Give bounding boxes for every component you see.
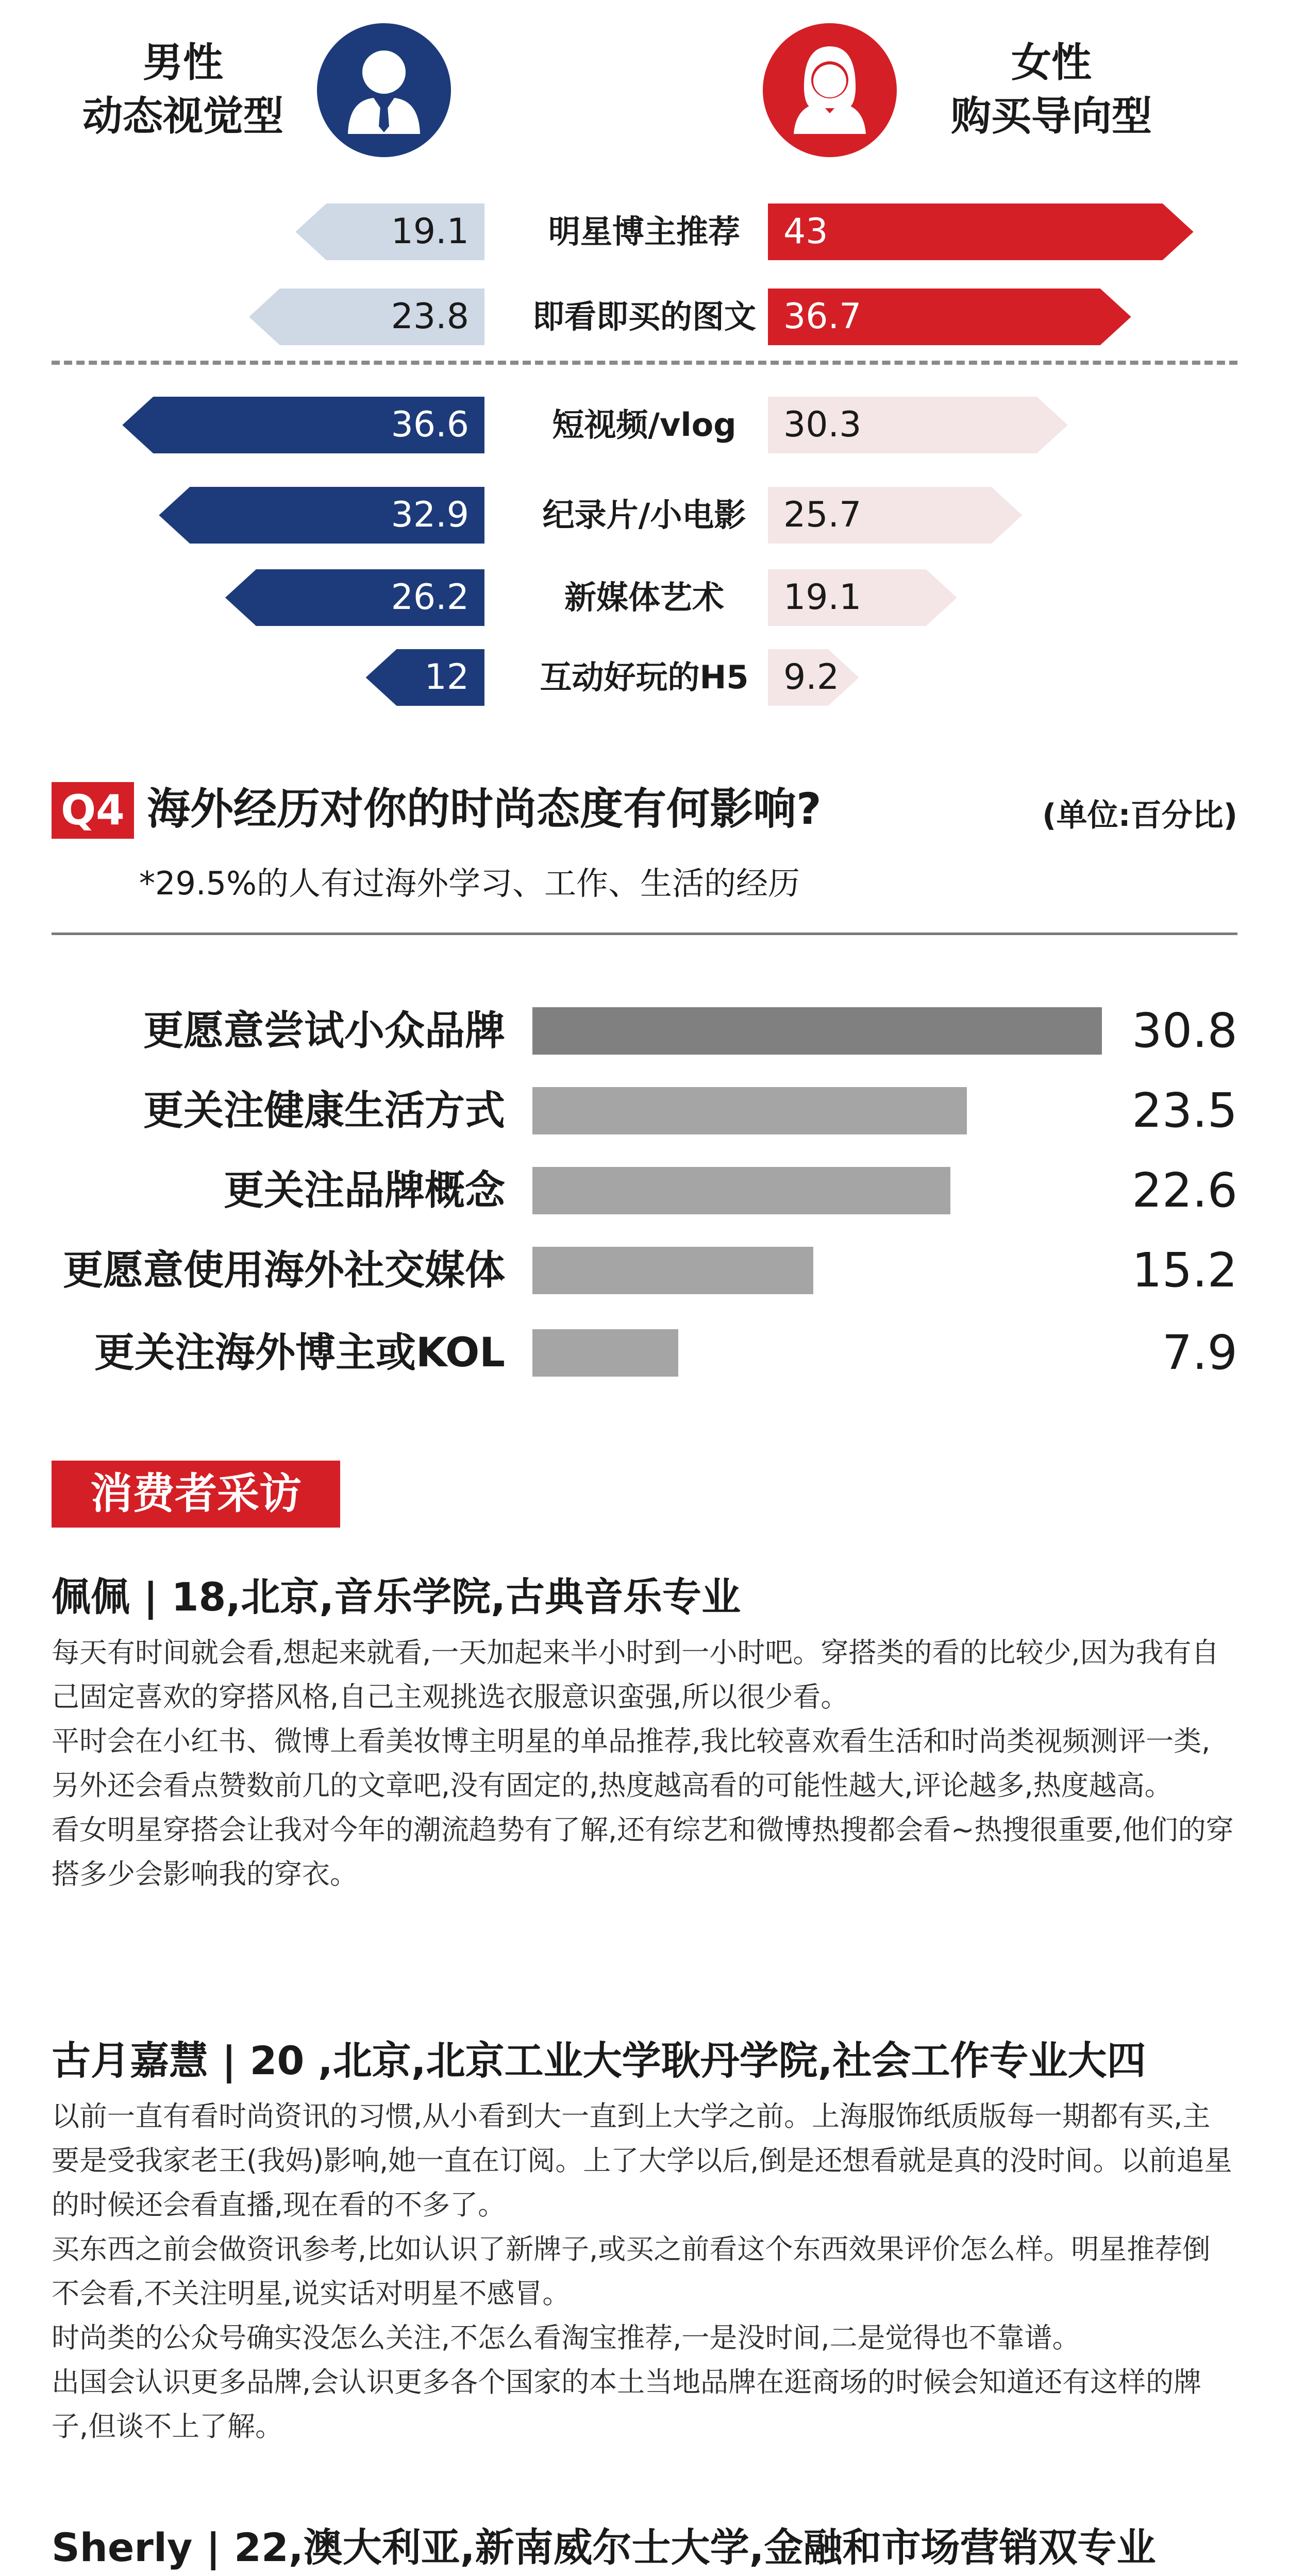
interviewee-heading: Sherly | 22,澳大利亚,新南威尔士大学,金融和市场营销双专业 <box>52 2524 1156 2570</box>
divider-dashed <box>52 361 1237 365</box>
comparison-label: 互动好玩的H5 <box>540 658 749 696</box>
bar-category-label: 更关注品牌概念 <box>223 1167 505 1214</box>
male-title <box>72 36 294 143</box>
bar-value-label: 15.2 <box>1132 1243 1237 1298</box>
interview-paragraph: 看女明星穿搭会让我对今年的潮流趋势有了解,还有综艺和微博热搜都会看~热搜很重要,他们的穿搭多少会影响我的穿衣。 <box>52 1814 1234 1890</box>
comparison-label: 明星博主推荐 <box>548 213 740 250</box>
female-title <box>923 36 1180 143</box>
q4-title: 海外经历对你的时尚态度有何影响? <box>147 784 822 834</box>
interview-paragraph: 买东西之前会做资讯参考,比如认识了新牌子,或买之前看这个东西效果评价怎么样。明星推荐倒不会看,不关注明星,说实话对明星不感冒。 <box>52 2233 1211 2310</box>
male-value: 23.8 <box>391 296 469 337</box>
female-value: 30.3 <box>783 404 862 445</box>
male-title-line2: 动态视觉型 <box>82 93 283 140</box>
bar <box>532 1167 950 1214</box>
comparison-label: 纪录片/小电影 <box>542 496 746 534</box>
bar-value-label: 23.5 <box>1132 1083 1237 1138</box>
interview-paragraph: 每天有时间就会看,想起来就看,一天加起来半小时到一小时吧。穿搭类的看的比较少,因为我有自己固定喜欢的穿搭风格,自己主观挑选衣服意识蛮强,所以很少看。 <box>52 1636 1219 1713</box>
bar-category-label: 更关注海外博主或KOL <box>94 1330 505 1376</box>
interviewee-text <box>52 1631 1237 1896</box>
interviewee-heading: 佩佩 | 18,北京,音乐学院,古典音乐专业 <box>52 1574 741 1620</box>
male-title-line1: 男性 <box>142 40 223 86</box>
male-value: 26.2 <box>391 577 469 618</box>
interview-paragraph: 平时会在小红书、微博上看美妆博主明星的单品推荐,我比较喜欢看生活和时尚类视频测评一类,另外还会看点赞数前几的文章吧,没有固定的,热度越高看的可能性越大,评论越多,热度越高。 <box>52 1725 1211 1802</box>
female-value: 43 <box>783 211 828 252</box>
bar-category-label: 更愿意使用海外社交媒体 <box>62 1247 505 1294</box>
bar <box>532 1087 967 1134</box>
female-title-line2: 购买导向型 <box>950 93 1152 140</box>
q4-rule <box>52 933 1237 935</box>
bar-category-label: 更关注健康生活方式 <box>143 1088 505 1134</box>
interview-paragraph: 以前一直有看时尚资讯的习惯,从小看到大一直到上大学之前。上海服饰纸质版每一期都有买,主要是受我家老王(我妈)影响,她一直在订阅。上了大学以后,倒是还想看就是真的没时间。以前追星的时候还会看直播,现在看的不多了。 <box>52 2100 1232 2221</box>
section-title-badge: 消费者采访 <box>52 1461 340 1528</box>
male-value: 36.6 <box>391 404 469 445</box>
bar-value-label: 7.9 <box>1162 1325 1237 1380</box>
female-value: 36.7 <box>783 296 862 337</box>
interview-paragraph: 时尚类的公众号确实没怎么关注,不怎么看淘宝推荐,一是没时间,二是觉得也不靠谱。 <box>52 2321 1080 2354</box>
bar <box>532 1247 813 1294</box>
bar-value-label: 22.6 <box>1132 1163 1237 1218</box>
interview-paragraph: 出国会认识更多品牌,会认识更多各个国家的本土当地品牌在逛商场的时候会知道还有这样的牌子,但谈不上了解。 <box>52 2366 1202 2443</box>
male-value: 32.9 <box>391 495 469 535</box>
interviewee-text <box>52 2094 1237 2449</box>
bar-value-label: 30.8 <box>1132 1003 1237 1058</box>
q4-unit: (单位:百分比) <box>1042 798 1237 834</box>
comparison-label: 即看即买的图文 <box>532 298 756 335</box>
female-title-line1: 女性 <box>1011 40 1092 86</box>
male-user-icon <box>317 23 451 157</box>
female-user-icon <box>763 23 897 157</box>
interviewee-heading: 古月嘉慧 | 20 ,北京,北京工业大学耿丹学院,社会工作专业大四 <box>52 2038 1146 2083</box>
male-value: 19.1 <box>391 211 469 252</box>
male-value: 12 <box>424 657 469 698</box>
comparison-label: 短视频/vlog <box>552 406 736 444</box>
female-value: 25.7 <box>783 495 862 535</box>
q4-badge: Q4 <box>52 782 134 839</box>
bar-category-label: 更愿意尝试小众品牌 <box>143 1008 505 1054</box>
bar <box>532 1329 678 1377</box>
q4-note: *29.5%的人有过海外学习、工作、生活的经历 <box>139 865 800 902</box>
female-value: 9.2 <box>783 657 840 698</box>
bar <box>532 1007 1102 1055</box>
female-value: 19.1 <box>783 577 862 618</box>
comparison-label: 新媒体艺术 <box>564 579 724 616</box>
